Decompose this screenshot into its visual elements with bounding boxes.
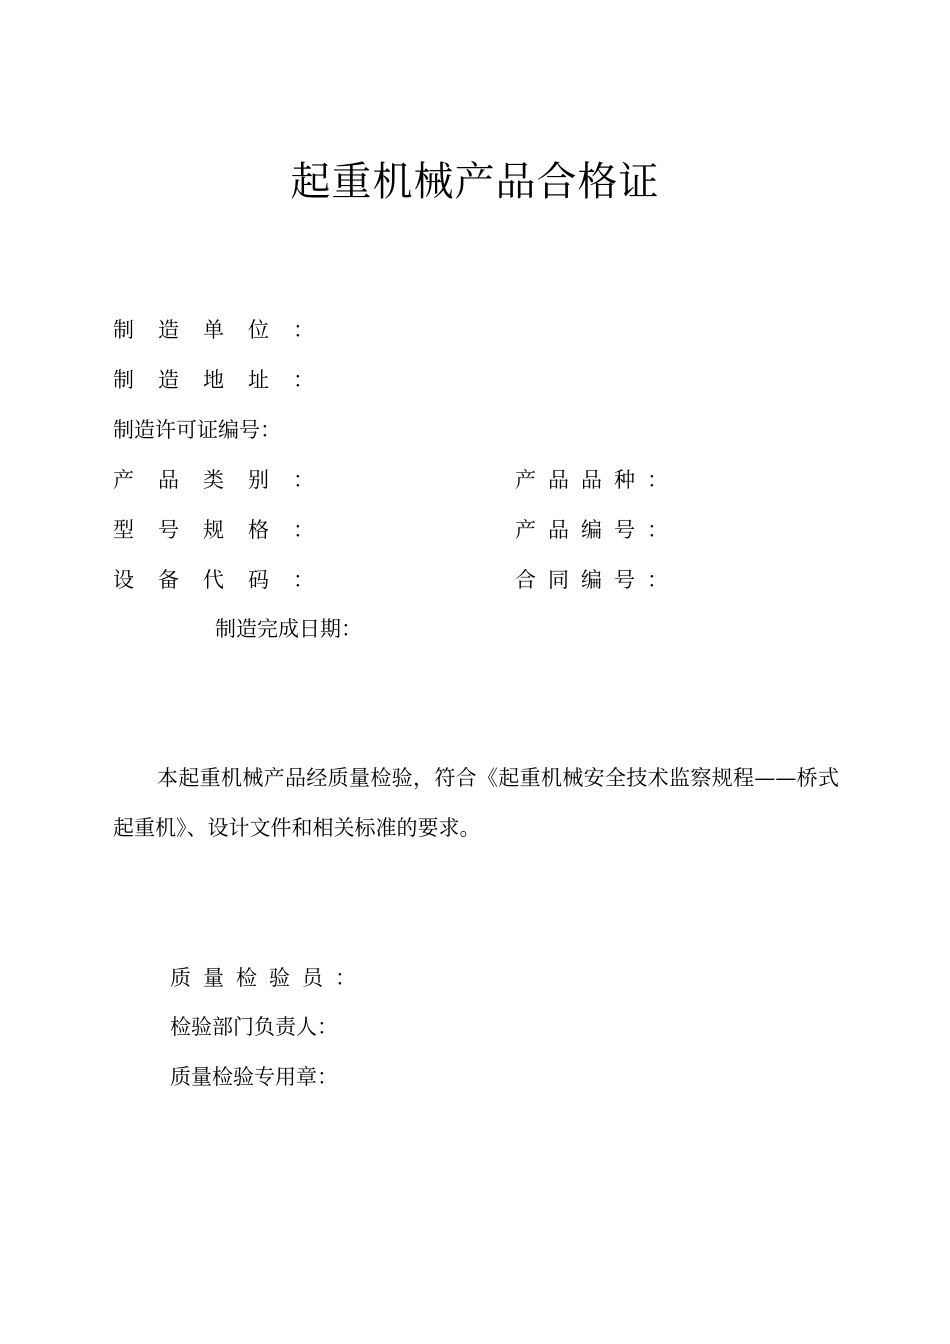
signature-inspector: 质量检验员： [170, 966, 368, 990]
signature-dept-head: 检验部门负责人： [170, 1015, 338, 1039]
field-license-no: 制造许可证编号： [113, 418, 281, 442]
field-contract-no: 合同编号： [515, 568, 680, 592]
field-product-category: 产品类别： [113, 468, 338, 492]
field-product-variety: 产品品种： [515, 468, 680, 492]
field-address: 制造地址： [113, 368, 338, 392]
field-product-no: 产品编号： [515, 518, 680, 542]
field-model-spec: 型号规格： [113, 518, 338, 542]
signature-seal: 质量检验专用章： [170, 1065, 338, 1089]
field-manufacturer: 制造单位： [113, 318, 338, 342]
field-equipment-code: 设备代码： [113, 568, 338, 592]
page-title: 起重机械产品合格证 [290, 159, 660, 205]
compliance-statement: 本起重机械产品经质量检验，符合《起重机械安全技术监察规程——桥式起重机》、设计文件和相关标准的要求。 [113, 766, 839, 840]
field-completion-date: 制造完成日期： [215, 617, 362, 641]
